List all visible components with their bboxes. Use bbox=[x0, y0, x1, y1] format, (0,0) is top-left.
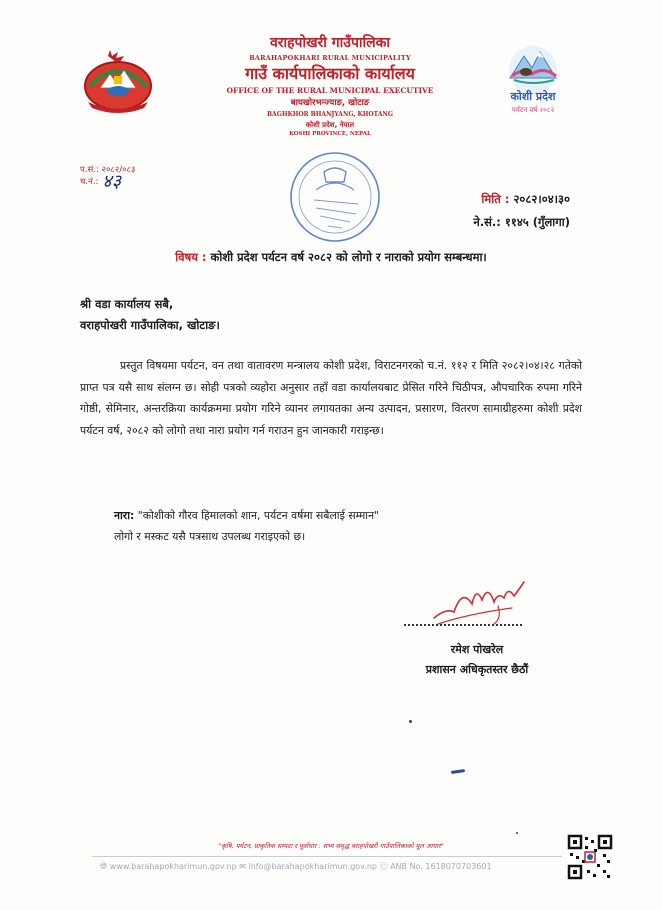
email-link[interactable]: info@barahapokharimun.gov.np bbox=[248, 862, 377, 871]
qr-code bbox=[567, 834, 613, 880]
addressee bbox=[80, 294, 220, 336]
handwritten-signature bbox=[428, 578, 532, 630]
office-name-np: गाउँ कार्यपालिकाको कार्यालय bbox=[245, 64, 415, 83]
cn-label: च.नं.: bbox=[80, 177, 99, 187]
address-en: BAGHKHOR BHANJYANG, KHOTANG bbox=[266, 111, 394, 118]
reference-numbers bbox=[80, 164, 136, 192]
office-seal-stamp bbox=[288, 150, 382, 244]
province-logo-name: कोशी प्रदेश bbox=[510, 90, 556, 103]
office-name-en: OFFICE OF THE RURAL MUNICIPAL EXECUTIVE bbox=[226, 86, 434, 95]
letterhead bbox=[180, 34, 480, 139]
address-np: बाघखोरभन्ज्याङ, खोटाङ bbox=[290, 98, 370, 108]
municipality-name-np: वराहपोखरी गाउँपालिका bbox=[269, 35, 391, 51]
slogan-note: लोगो र मस्कट यसै पत्रसाथ उपलब्ध गराइएको छ। bbox=[114, 530, 306, 543]
nepal-emblem-logo bbox=[80, 46, 156, 114]
province-en: KOSHI PROVINCE, NEPAL bbox=[289, 131, 371, 137]
mail-icon: ✉ bbox=[239, 862, 246, 871]
footer-contact bbox=[100, 861, 492, 872]
anb-number: ANB No. 1618070703601 bbox=[390, 862, 492, 871]
koshi-tourism-year-logo bbox=[492, 40, 574, 120]
nepal-sambat-date: ने.सं.: ११४५ (गुँलागा) bbox=[473, 215, 570, 229]
subject-label: विषय : bbox=[175, 250, 207, 264]
date-value: २०८२।०४।३० bbox=[513, 192, 570, 206]
addressee-line-1: श्री वडा कार्यालय सबै, bbox=[80, 297, 174, 311]
footer-tagline: "कृषि, पर्यटन, प्राकृतिक सम्पदा र पूर्वाधार : सभ्य समृद्ध वराहपोखरी गाउँपालिकाको मूल आधार" bbox=[218, 842, 444, 850]
slogan-label: नारा: bbox=[114, 509, 135, 522]
slogan-block bbox=[114, 505, 379, 547]
municipality-name-en: BARAHAPOKHARI RURAL MUNICIPALITY bbox=[249, 54, 411, 62]
province-logo-caption: पर्यटन वर्ष २०८२ bbox=[511, 106, 555, 114]
date-label: मिति : bbox=[481, 192, 510, 206]
body-paragraph: प्रस्तुत विषयमा पर्यटन, वन तथा वातावरण मन्त्रालय कोशी प्रदेश, विराटनगरको च.नं. ११२ र मिति २०८२।०४।२८ गतेको प्राप्त पत्र यसै साथ संलग्न छ। सोही पत्रको व्यहोरा अनुसार तहाँ वडा कार्यालयबाट प्रेसित गरिने चिठीपत्र, औपचारिक रुपमा गरिने गोष्ठी, सेमिनार, अन्तरक्रिया कार्यक्रममा प्रयोग गरिने व्यानर लगायतका अन्य उत्पादन, प्रसारण, वितरण सामाग्रीहरुमा कोशी प्रदेश पर्यटन वर्ष, २०८२ को लोगो तथा नारा प्रयोग गर्न गराउन हुन जानकारी गराइन्छ। bbox=[80, 359, 582, 437]
subject-line bbox=[0, 250, 662, 265]
footer-divider bbox=[92, 856, 562, 857]
website-link[interactable]: www.barahapokharimun.gov.np bbox=[109, 862, 237, 871]
signatory-title: प्रशासन अधिकृतस्तर छैठौं bbox=[425, 663, 529, 676]
scan-speck bbox=[409, 720, 412, 723]
cn-handwritten-value: ४३ bbox=[102, 171, 122, 192]
province-np: कोशी प्रदेश, नेपाल bbox=[305, 121, 355, 129]
ps-number: प.सं.: २०८२/०८३ bbox=[80, 165, 136, 175]
scan-speck bbox=[516, 832, 518, 834]
anb-icon: Ⓒ bbox=[379, 862, 388, 871]
slogan-text: "कोशीको गौरव हिमालको शान, पर्यटन वर्षमा सबैलाई सम्मान" bbox=[137, 509, 380, 522]
subject-text: कोशी प्रदेश पर्यटन वर्ष २०८२ को लोगो र नाराको प्रयोग सम्बन्धमा। bbox=[210, 250, 487, 264]
signatory-block bbox=[402, 640, 552, 680]
cn-number bbox=[80, 171, 135, 192]
slogan-line bbox=[114, 505, 379, 526]
globe-icon: 🌐︎ bbox=[100, 862, 108, 872]
ink-mark bbox=[451, 769, 465, 774]
signature-dotted-line bbox=[404, 624, 522, 626]
signatory-name: रमेश पोखरेल bbox=[450, 643, 504, 656]
letter-date bbox=[481, 192, 570, 207]
addressee-line-2: वराहपोखरी गाउँपालिका, खोटाङ। bbox=[80, 318, 220, 332]
